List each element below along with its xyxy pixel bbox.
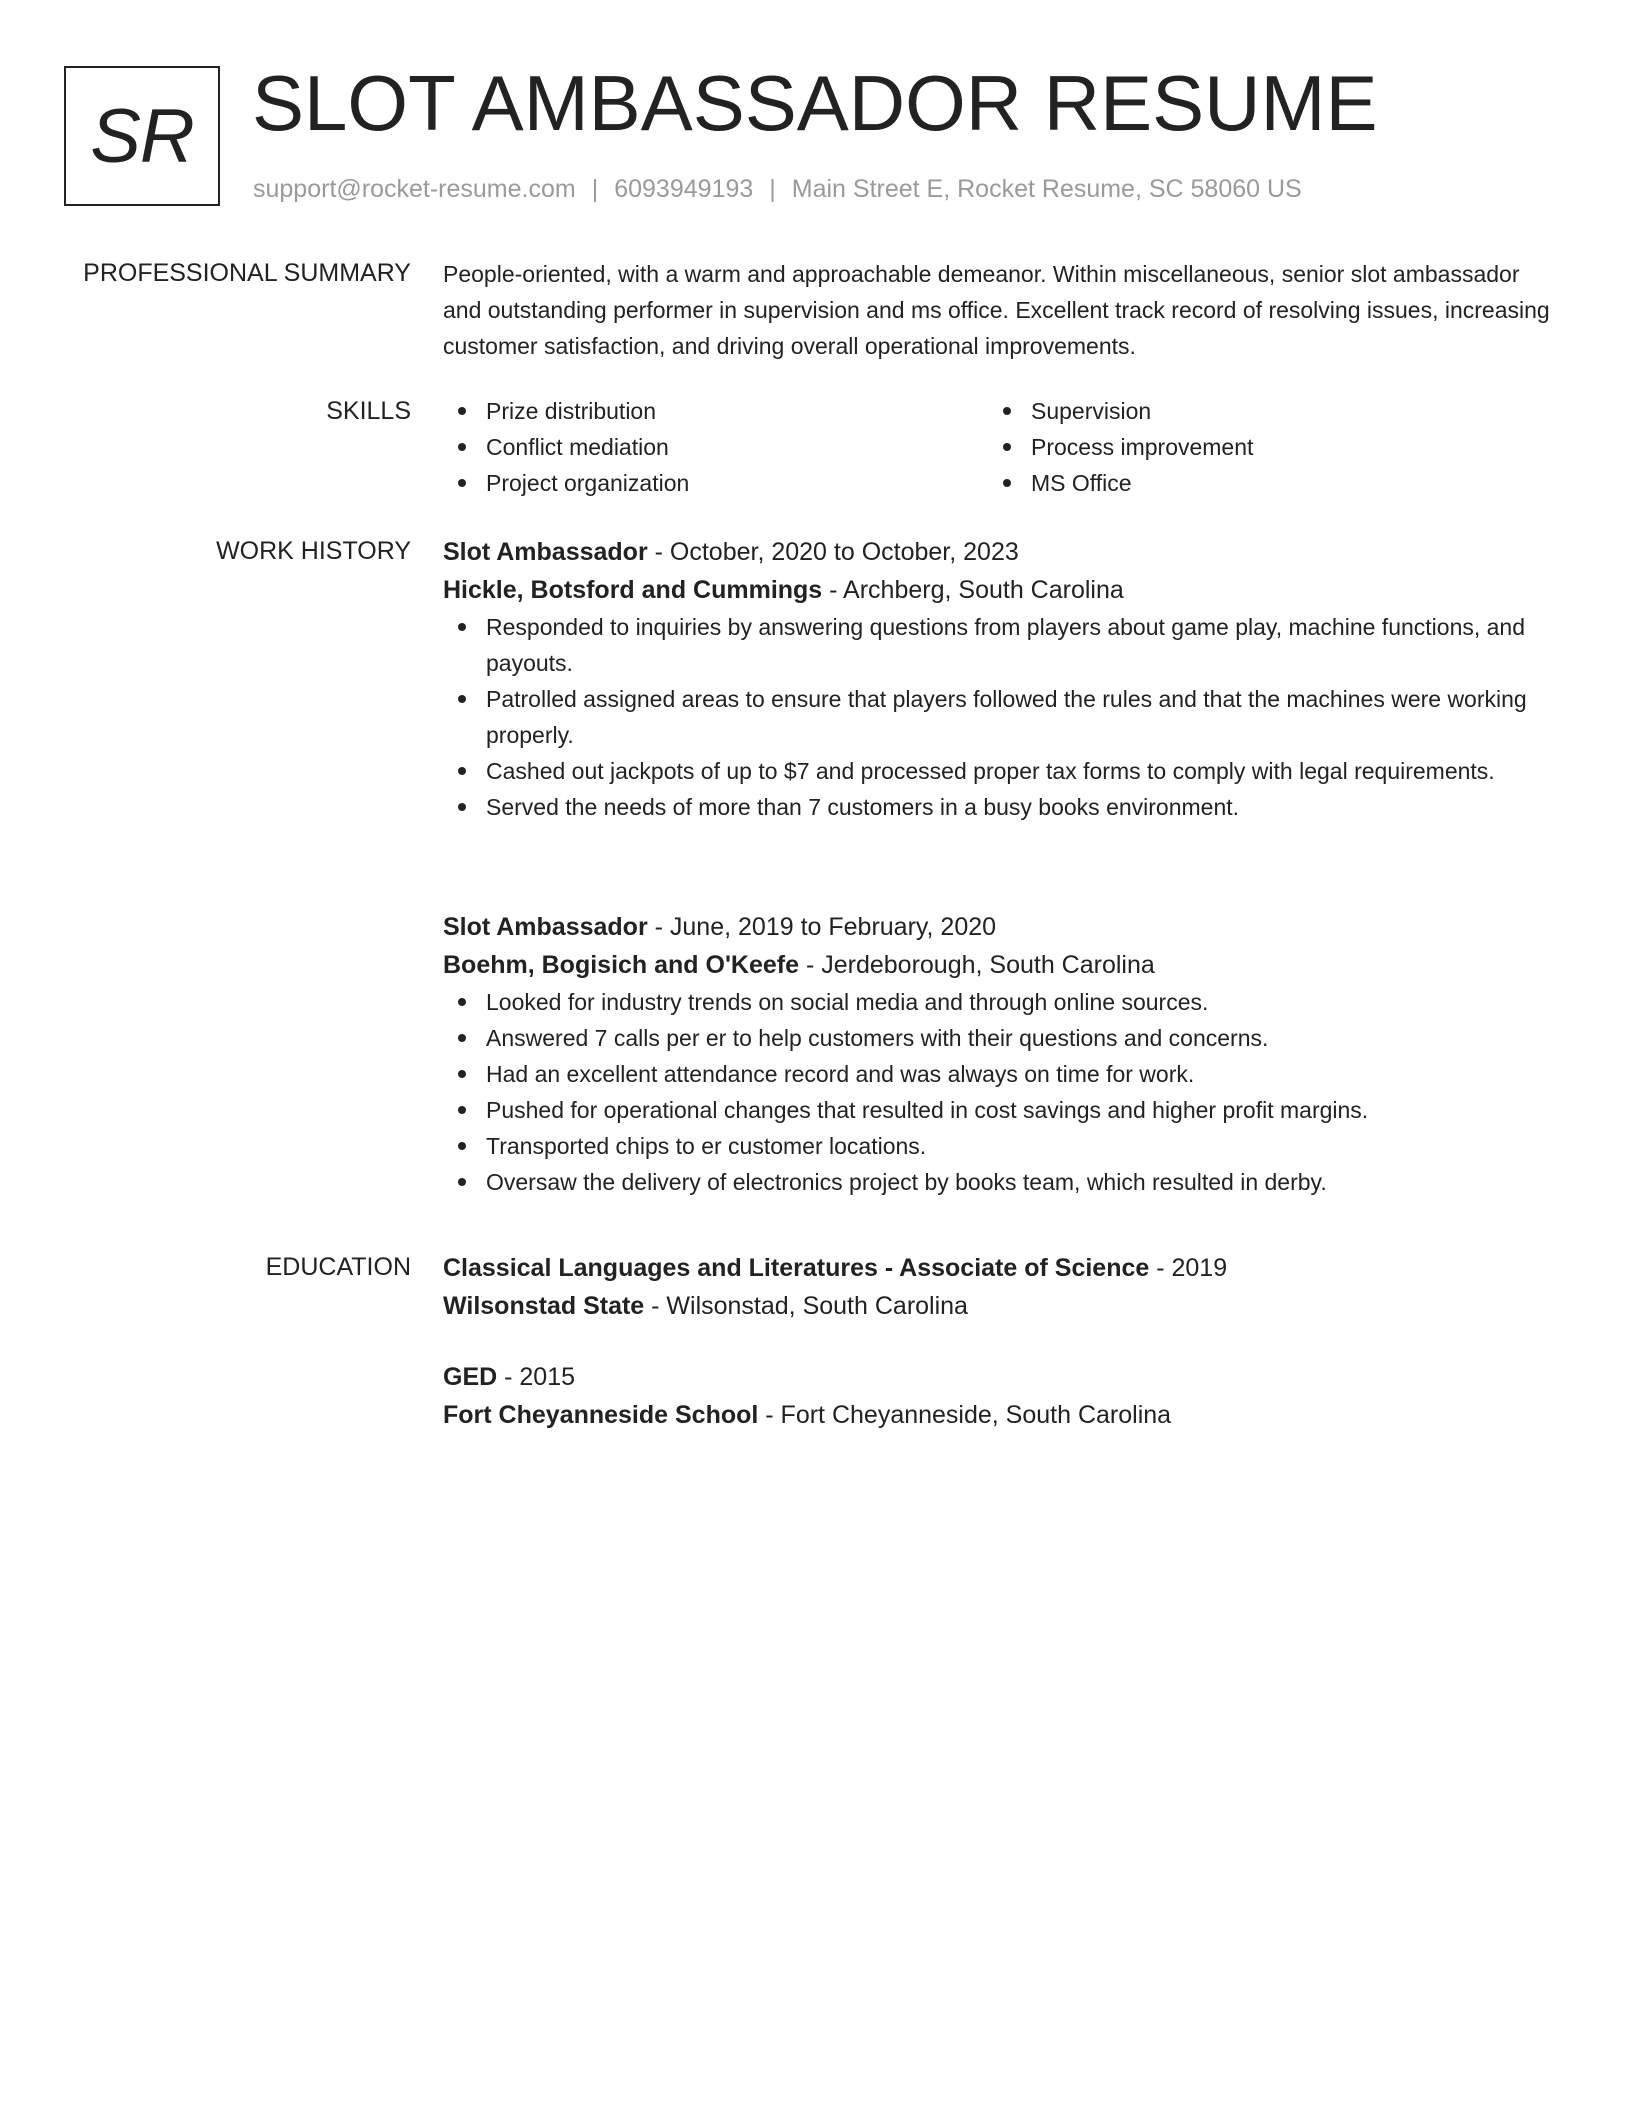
education-school: Fort Cheyanneside School xyxy=(443,1401,759,1429)
education-entry xyxy=(443,1358,1558,1434)
job-entry xyxy=(443,908,1558,1200)
contact-separator: | xyxy=(769,175,776,203)
skills-column-2 xyxy=(988,393,1533,501)
skill-item: Supervision xyxy=(988,393,1533,429)
initials-text: SR xyxy=(90,93,194,179)
education-location: - Fort Cheyanneside, South Carolina xyxy=(758,1401,1172,1429)
education-location: - Wilsonstad, South Carolina xyxy=(644,1292,968,1320)
job-title-line xyxy=(443,908,1558,946)
skills-list xyxy=(443,393,1558,501)
job-bullet: Transported chips to er customer locations. xyxy=(443,1128,1558,1164)
job-bullet: Had an excellent attendance record and was always on time for work. xyxy=(443,1056,1558,1092)
education-heading: EDUCATION xyxy=(265,1253,411,1281)
job-dates: - October, 2020 to October, 2023 xyxy=(647,538,1019,566)
job-bullet: Oversaw the delivery of electronics project by books team, which resulted in derby. xyxy=(443,1164,1558,1200)
contact-email: support@rocket-resume.com xyxy=(253,175,576,203)
education-school: Wilsonstad State xyxy=(443,1292,645,1320)
job-company: Hickle, Botsford and Cummings xyxy=(443,576,823,604)
work-history-heading: WORK HISTORY xyxy=(216,537,411,565)
summary-heading: PROFESSIONAL SUMMARY xyxy=(83,259,411,287)
summary-text: People-oriented, with a warm and approachable demeanor. Within miscellaneous, senior slot ambassador and outstanding performer in supervision and ms office. Excellent track record of resolving issues, increasing customer satisfaction, and driving overall operational improvements. xyxy=(443,261,1550,359)
job-location: - Jerdeborough, South Carolina xyxy=(799,951,1155,979)
job-title: Slot Ambassador xyxy=(443,913,648,941)
skill-item: Project organization xyxy=(443,465,988,501)
job-title-line xyxy=(443,533,1558,571)
resume-title: SLOT AMBASSADOR RESUME xyxy=(252,59,1378,147)
job-bullet: Responded to inquiries by answering questions from players about game play, machine functions, and payouts. xyxy=(443,609,1558,681)
job-company: Boehm, Bogisich and O'Keefe xyxy=(443,951,800,979)
skills-heading: SKILLS xyxy=(326,397,411,425)
job-entry xyxy=(443,533,1558,825)
education-year: - 2019 xyxy=(1149,1254,1228,1282)
job-company-line xyxy=(443,946,1558,984)
skills-column-1 xyxy=(443,393,988,501)
contact-separator: | xyxy=(591,175,599,203)
education-degree: Classical Languages and Literatures - Associate of Science xyxy=(443,1254,1150,1282)
job-bullet: Answered 7 calls per er to help customers with their questions and concerns. xyxy=(443,1020,1558,1056)
job-bullet: Served the needs of more than 7 customers in a busy books environment. xyxy=(443,789,1558,825)
job-company-line xyxy=(443,571,1558,609)
education-school-line xyxy=(443,1396,1558,1434)
contact-phone: 6093949193 xyxy=(614,175,754,203)
education-degree-line xyxy=(443,1358,1558,1396)
job-dates: - June, 2019 to February, 2020 xyxy=(647,913,997,941)
contact-address: Main Street E, Rocket Resume, SC 58060 US xyxy=(791,175,1302,203)
job-bullet: Cashed out jackpots of up to $7 and processed proper tax forms to comply with legal requirements. xyxy=(443,753,1558,789)
job-bullets xyxy=(443,984,1558,1200)
skill-item: Conflict mediation xyxy=(443,429,988,465)
skill-item: MS Office xyxy=(988,465,1533,501)
job-bullet: Looked for industry trends on social media and through online sources. xyxy=(443,984,1558,1020)
contact-line xyxy=(253,174,1302,204)
education-year: - 2015 xyxy=(497,1363,576,1391)
job-location: - Archberg, South Carolina xyxy=(822,576,1124,604)
skill-item: Process improvement xyxy=(988,429,1533,465)
job-bullet: Patrolled assigned areas to ensure that players followed the rules and that the machines were working properly. xyxy=(443,681,1558,753)
education-degree: GED xyxy=(443,1363,498,1391)
job-title: Slot Ambassador xyxy=(443,538,648,566)
skill-item: Prize distribution xyxy=(443,393,988,429)
education-degree-line xyxy=(443,1249,1558,1287)
job-bullet: Pushed for operational changes that resulted in cost savings and higher profit margins. xyxy=(443,1092,1558,1128)
initials-monogram xyxy=(64,66,220,206)
education-entry xyxy=(443,1249,1558,1325)
job-bullets xyxy=(443,609,1558,825)
education-school-line xyxy=(443,1287,1558,1325)
